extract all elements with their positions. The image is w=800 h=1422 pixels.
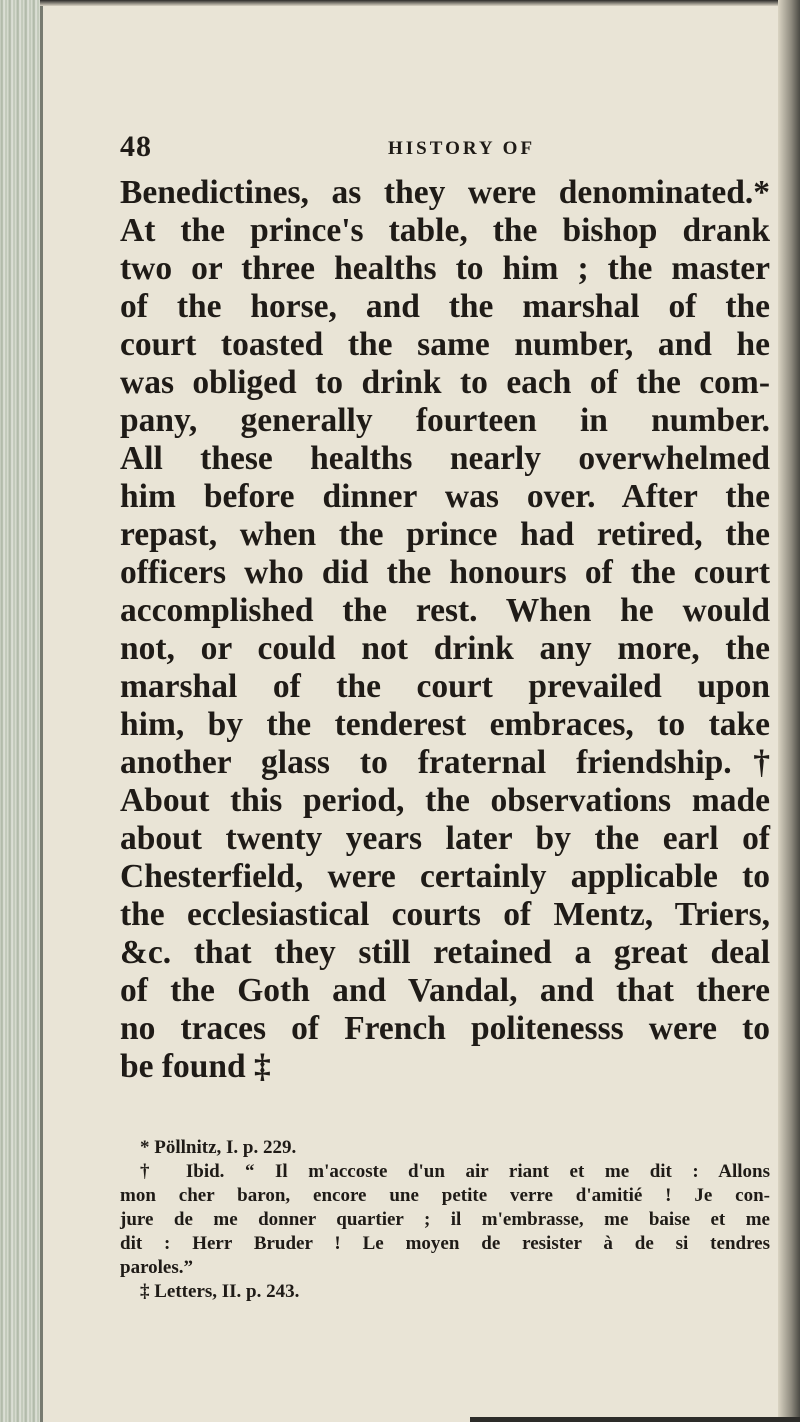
page-right-edge — [778, 0, 800, 1422]
page-number: 48 — [120, 130, 152, 163]
footnote: ‡ Letters, II. p. 243. — [140, 1281, 300, 1302]
footnote-continuation: mon cher baron, encore une petite verre d'amitié ! Je con- — [120, 1185, 770, 1206]
body-line: be found ‡ — [120, 1048, 271, 1085]
body-line: the ecclesiastical courts of Mentz, Triers, — [120, 896, 770, 933]
body-line: of the horse, and the marshal of the — [120, 288, 770, 325]
binding-line — [40, 0, 43, 1422]
page-bottom-edge — [470, 1417, 800, 1422]
body-line: of the Goth and Vandal, and that there — [120, 972, 770, 1009]
body-line: court toasted the same number, and he — [120, 326, 770, 363]
body-line: repast, when the prince had retired, the — [120, 516, 770, 553]
body-line: two or three healths to him ; the master — [120, 250, 770, 287]
body-line: Chesterfield, were certainly applicable to — [120, 858, 770, 895]
body-line: Benedictines, as they were denominated.* — [120, 174, 770, 211]
body-line: not, or could not drink any more, the — [120, 630, 770, 667]
body-line: All these healths nearly overwhelmed — [120, 440, 770, 477]
body-line: was obliged to drink to each of the com- — [120, 364, 770, 401]
footnote: * Pöllnitz, I. p. 229. — [140, 1137, 297, 1158]
footnotes — [120, 1136, 770, 1304]
page-top-edge — [40, 0, 800, 6]
body-line: accomplished the rest. When he would — [120, 592, 770, 629]
running-head: HISTORY OF — [388, 138, 536, 159]
body-line: About this period, the observations made — [120, 782, 770, 819]
body-line: another glass to fraternal friendship.† — [120, 744, 770, 781]
body-line: him, by the tenderest embraces, to take — [120, 706, 770, 743]
footnote-continuation: jure de me donner quartier ; il m'embrasse, me baise et me — [120, 1209, 770, 1230]
body-line: marshal of the court prevailed upon — [120, 668, 770, 705]
body-line: about twenty years later by the earl of — [120, 820, 770, 857]
body-line: &c. that they still retained a great deal — [120, 934, 770, 971]
body-line: no traces of French politenesss were to — [120, 1010, 770, 1047]
footnote-continuation: dit : Herr Bruder ! Le moyen de resister à de si tendres — [120, 1233, 770, 1254]
body-line: At the prince's table, the bishop drank — [120, 212, 770, 249]
book-page — [120, 130, 770, 1304]
body-line: pany, generally fourteen in number. — [120, 402, 770, 439]
body-line: him before dinner was over. After the — [120, 478, 770, 515]
binding-gutter — [0, 0, 40, 1422]
body-line: officers who did the honours of the court — [120, 554, 770, 591]
footnote: † Ibid. “ Il m'accoste d'un air riant et me dit : Allons — [140, 1161, 770, 1182]
footnote-continuation: paroles.” — [120, 1257, 194, 1278]
body-text — [120, 174, 770, 1086]
page-header — [120, 130, 770, 174]
